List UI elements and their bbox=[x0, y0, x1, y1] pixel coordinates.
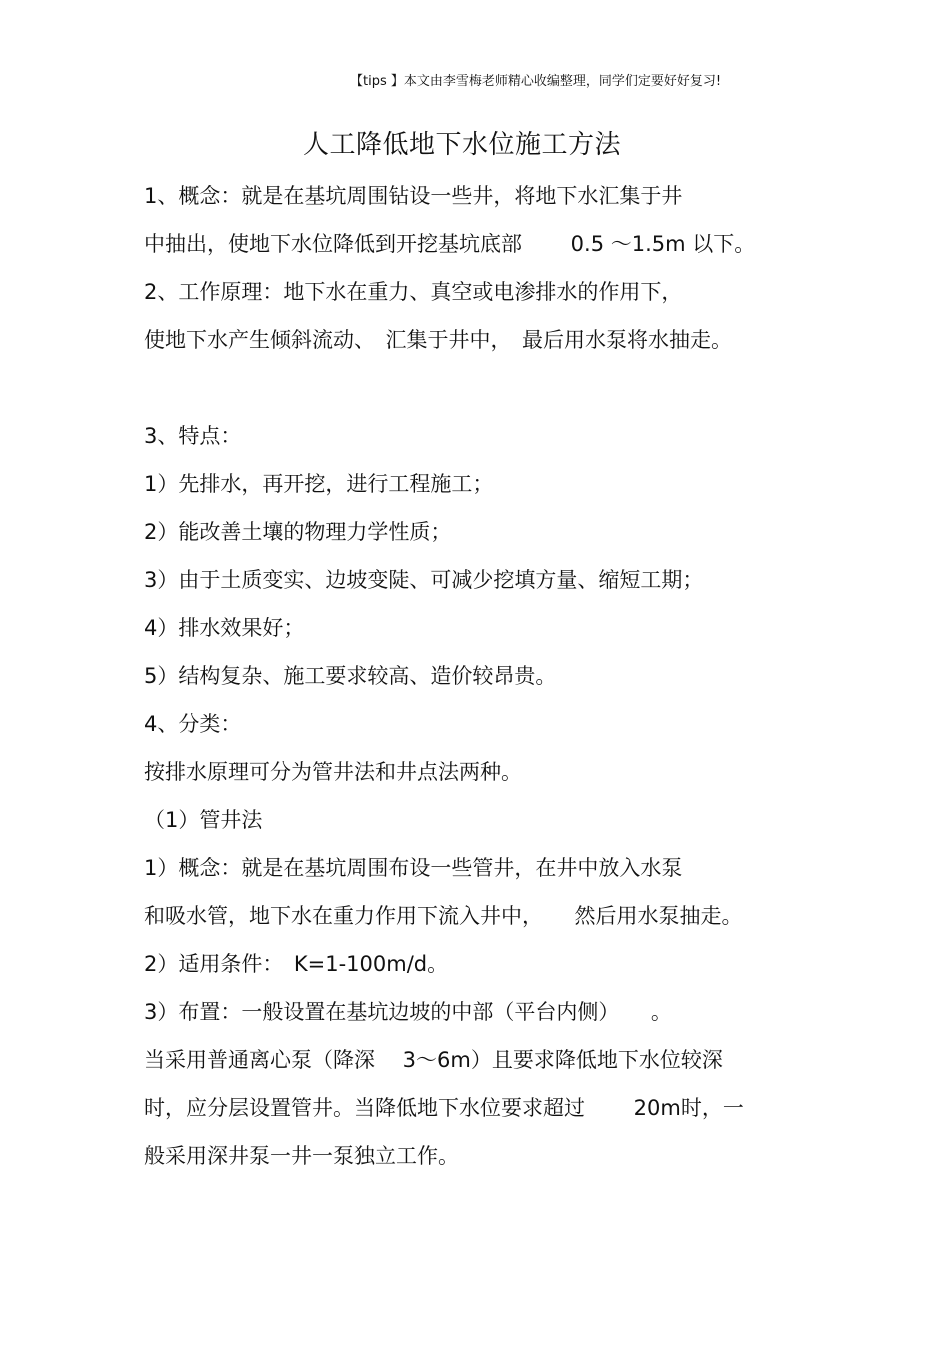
list-item: 4）排水效果好； bbox=[144, 616, 305, 640]
tips-note: 【tips 】本文由李雪梅老师精心收编整理，同学们定要好好复习! bbox=[350, 74, 722, 89]
section-heading: 3、特点： bbox=[144, 424, 242, 448]
list-item: 3）布置：一般设置在基坑边坡的中部（平台内侧） 。 bbox=[144, 1000, 672, 1024]
text-line: 2、工作原理：地下水在重力、真空或电渗排水的作用下， bbox=[144, 280, 683, 304]
list-item: 2）适用条件： K=1-100m/d。 bbox=[144, 952, 449, 976]
list-item: 5）结构复杂、施工要求较高、造价较昂贵。 bbox=[144, 664, 557, 688]
text-line: 按排水原理可分为管井法和井点法两种。 bbox=[144, 760, 522, 784]
list-item: 1）先排水，再开挖，进行工程施工； bbox=[144, 472, 494, 496]
document-title: 人工降低地下水位施工方法 bbox=[302, 130, 621, 160]
text-line: 当采用普通离心泵（降深 3～6m）且要求降低地下水位较深 bbox=[144, 1048, 723, 1072]
list-item: 2）能改善土壤的物理力学性质； bbox=[144, 520, 452, 544]
subsection-heading: （1）管井法 bbox=[144, 808, 263, 832]
section-heading: 4、分类： bbox=[144, 712, 242, 736]
list-item: 1）概念：就是在基坑周围布设一些管井，在井中放入水泵 bbox=[144, 856, 683, 880]
text-line: 使地下水产生倾斜流动、 汇集于井中， 最后用水泵将水抽走。 bbox=[144, 328, 732, 352]
text-line: 和吸水管，地下水在重力作用下流入井中， 然后用水泵抽走。 bbox=[144, 904, 743, 928]
text-line: 时，应分层设置管井。当降低地下水位要求超过 20m时，一 bbox=[144, 1096, 744, 1120]
list-item: 3）由于土质变实、边坡变陡、可减少挖填方量、缩短工期； bbox=[144, 568, 704, 592]
text-line: 1、概念：就是在基坑周围钻设一些井，将地下水汇集于井 bbox=[144, 184, 683, 208]
text-line: 中抽出，使地下水位降低到开挖基坑底部 0.5 ～1.5m 以下。 bbox=[144, 232, 756, 256]
text-line: 般采用深井泵一井一泵独立工作。 bbox=[144, 1144, 459, 1168]
